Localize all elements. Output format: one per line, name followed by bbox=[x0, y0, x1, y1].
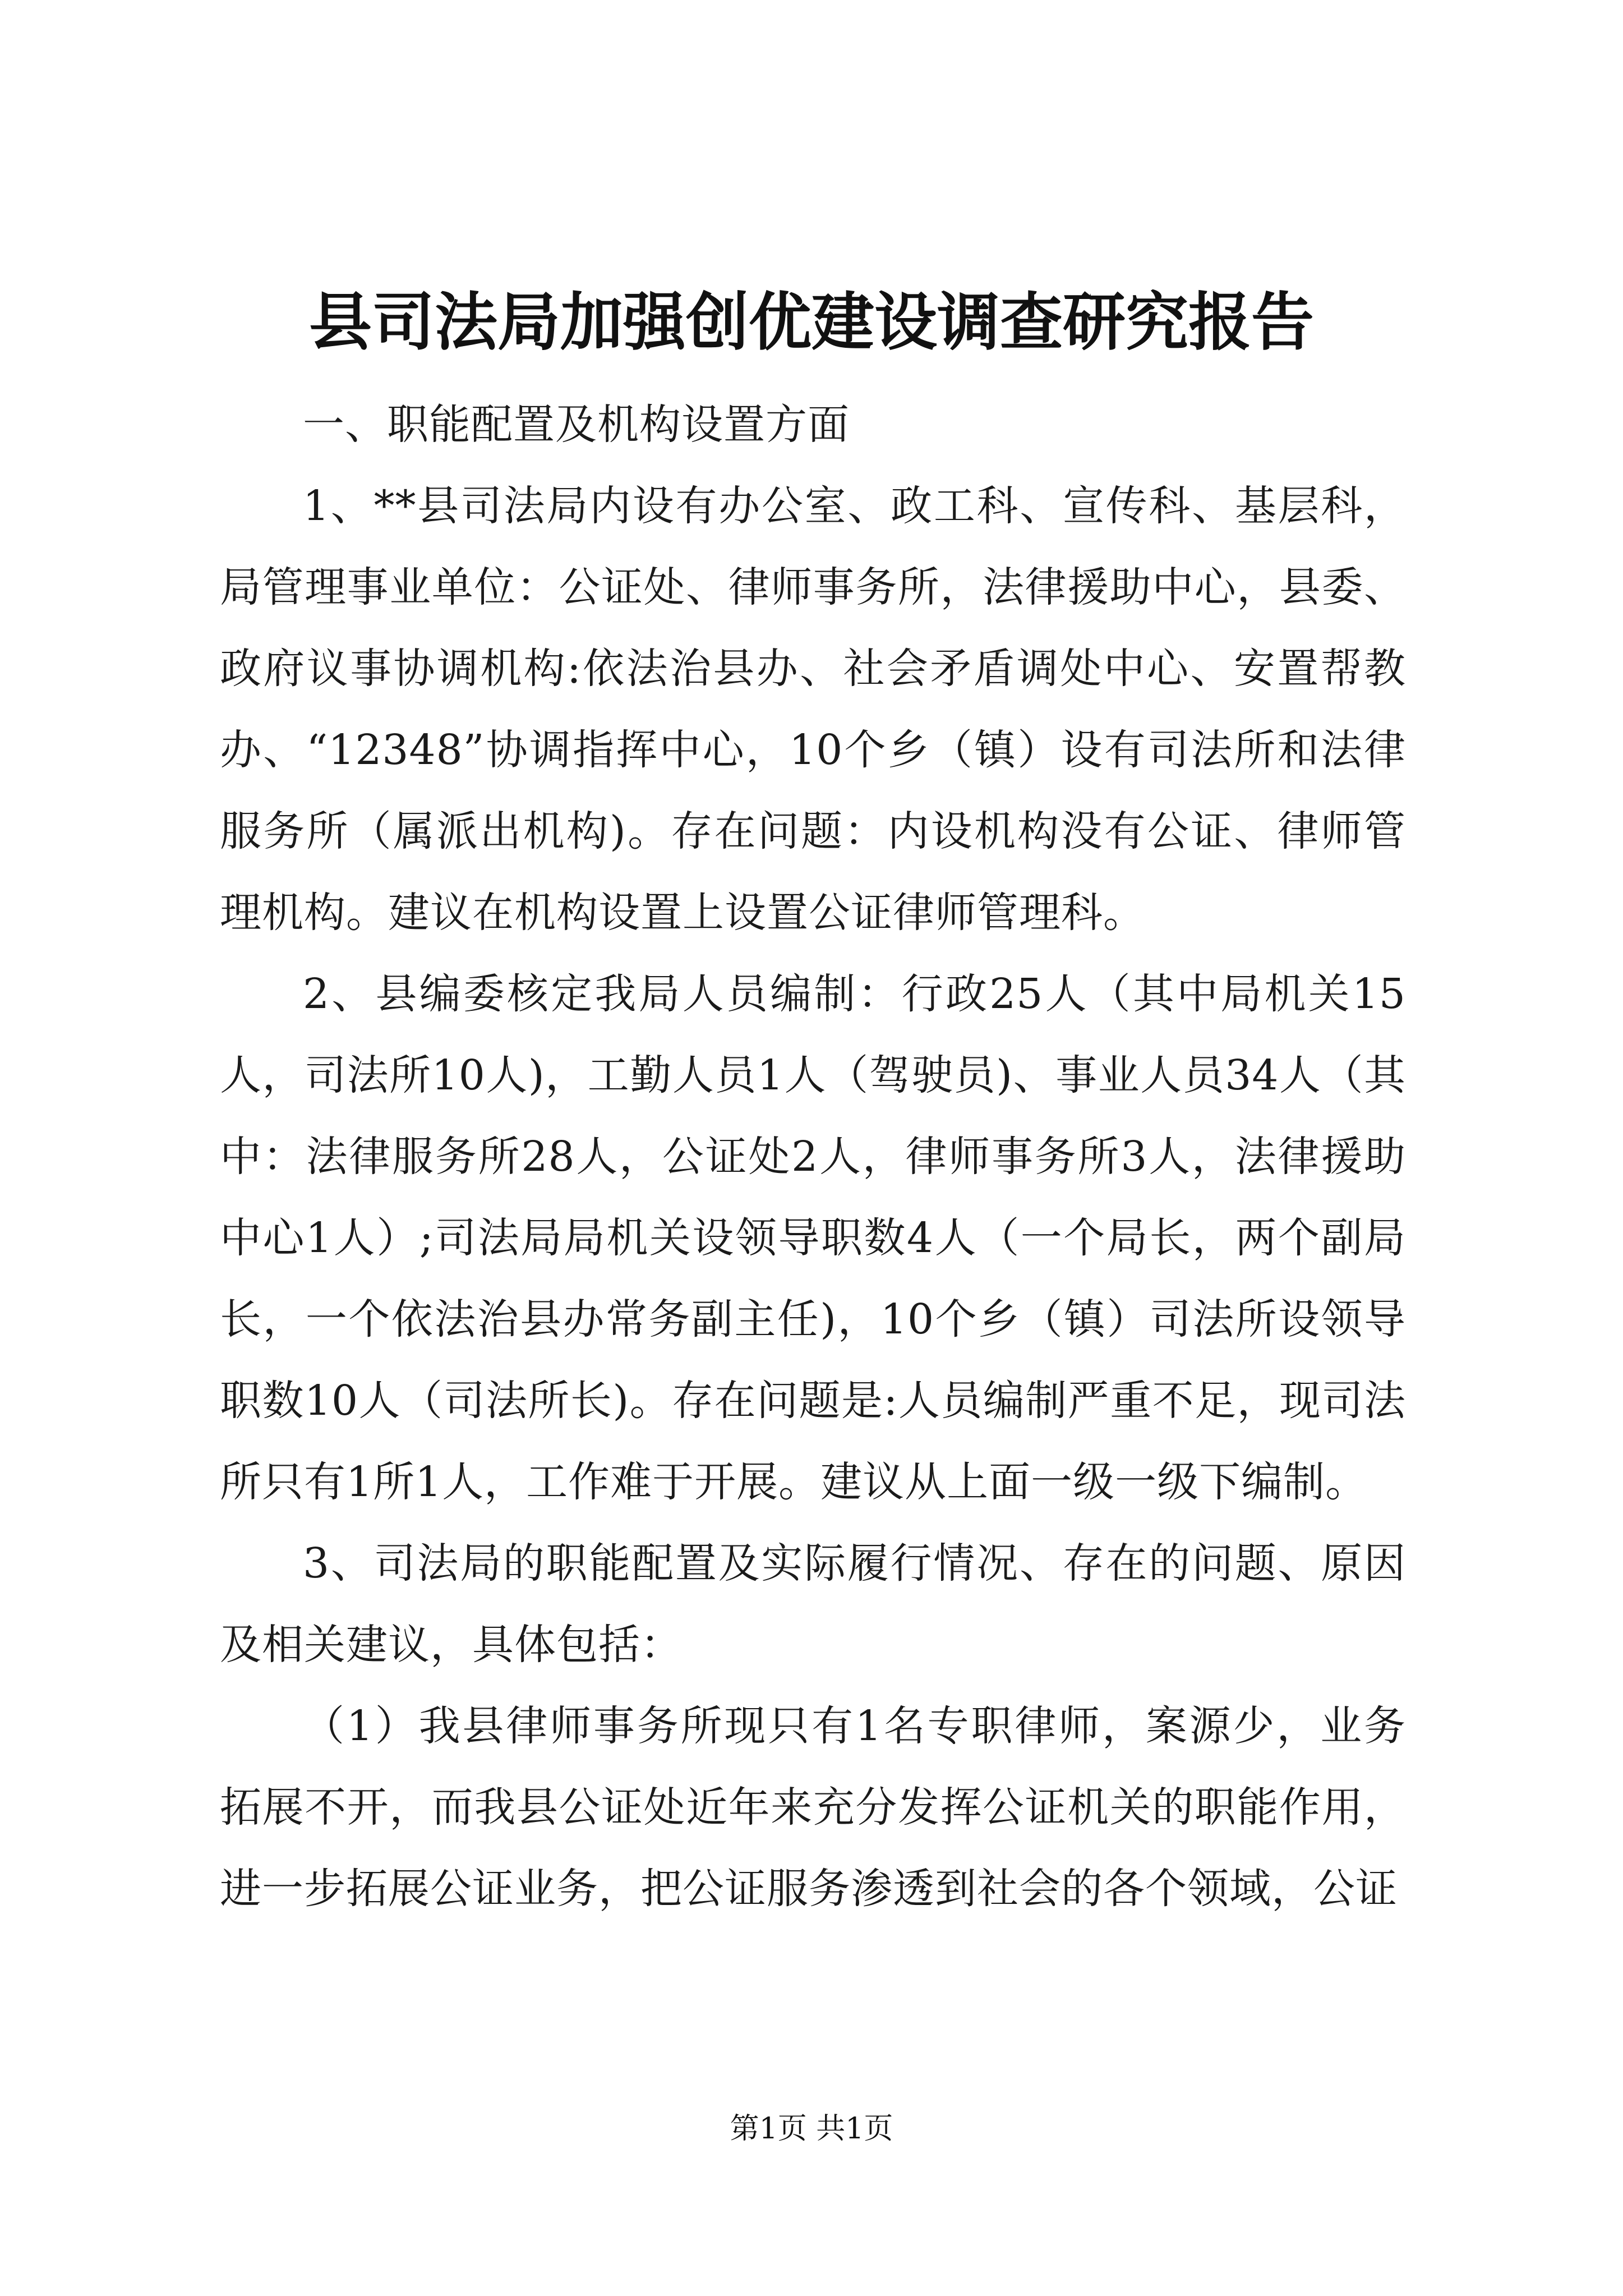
paragraph-4: （1）我县律师事务所现只有1名专职律师，案源少，业务拓展不开，而我县公证处近年来充分发挥公证机关的职能作用，进一步拓展公证业务，把公证服务渗透到社会的各个领域，公证 bbox=[220, 1702, 1406, 1913]
section-heading: 一、职能配置及机构设置方面 bbox=[303, 401, 850, 449]
paragraph-1: 1、**县司法局内设有办公室、政工科、宣传科、基层科，局管理事业单位：公证处、律师事务所，法律援助中心，县委、政府议事协调机构:依法治县办、社会矛盾调处中心、安置帮教办、“12348”协调指挥中心，10个乡（镇）设有司法所和法律服务所（属派出机构)。存在问题：内设机构没有公证、律师管理机构。建议在机构设置上设置公证律师管理科。 bbox=[220, 482, 1406, 937]
page-footer: 第1页 共1页 bbox=[730, 2112, 893, 2146]
paragraph-3: 3、司法局的职能配置及实际履行情况、存在的问题、原因及相关建议，具体包括： bbox=[220, 1539, 1406, 1669]
document-title: 县司法局加强创优建设调查研究报告 bbox=[309, 286, 1314, 359]
paragraph-2: 2、县编委核定我局人员编制：行政25人（其中局机关15人，司法所10人)，工勤人员1人（驾驶员)、事业人员34人（其中：法律服务所28人，公证处2人，律师事务所3人，法律援助中心1人）;司法局局机关设领导职数4人（一个局长，两个副局长，一个依法治县办常务副主任)，10个乡（镇）司法所设领导职数10人（司法所长)。存在问题是:人员编制严重不足，现司法所只有1所1人，工作难于开展。建议从上面一级一级下编制。 bbox=[220, 970, 1406, 1506]
document-body bbox=[220, 384, 1406, 1930]
